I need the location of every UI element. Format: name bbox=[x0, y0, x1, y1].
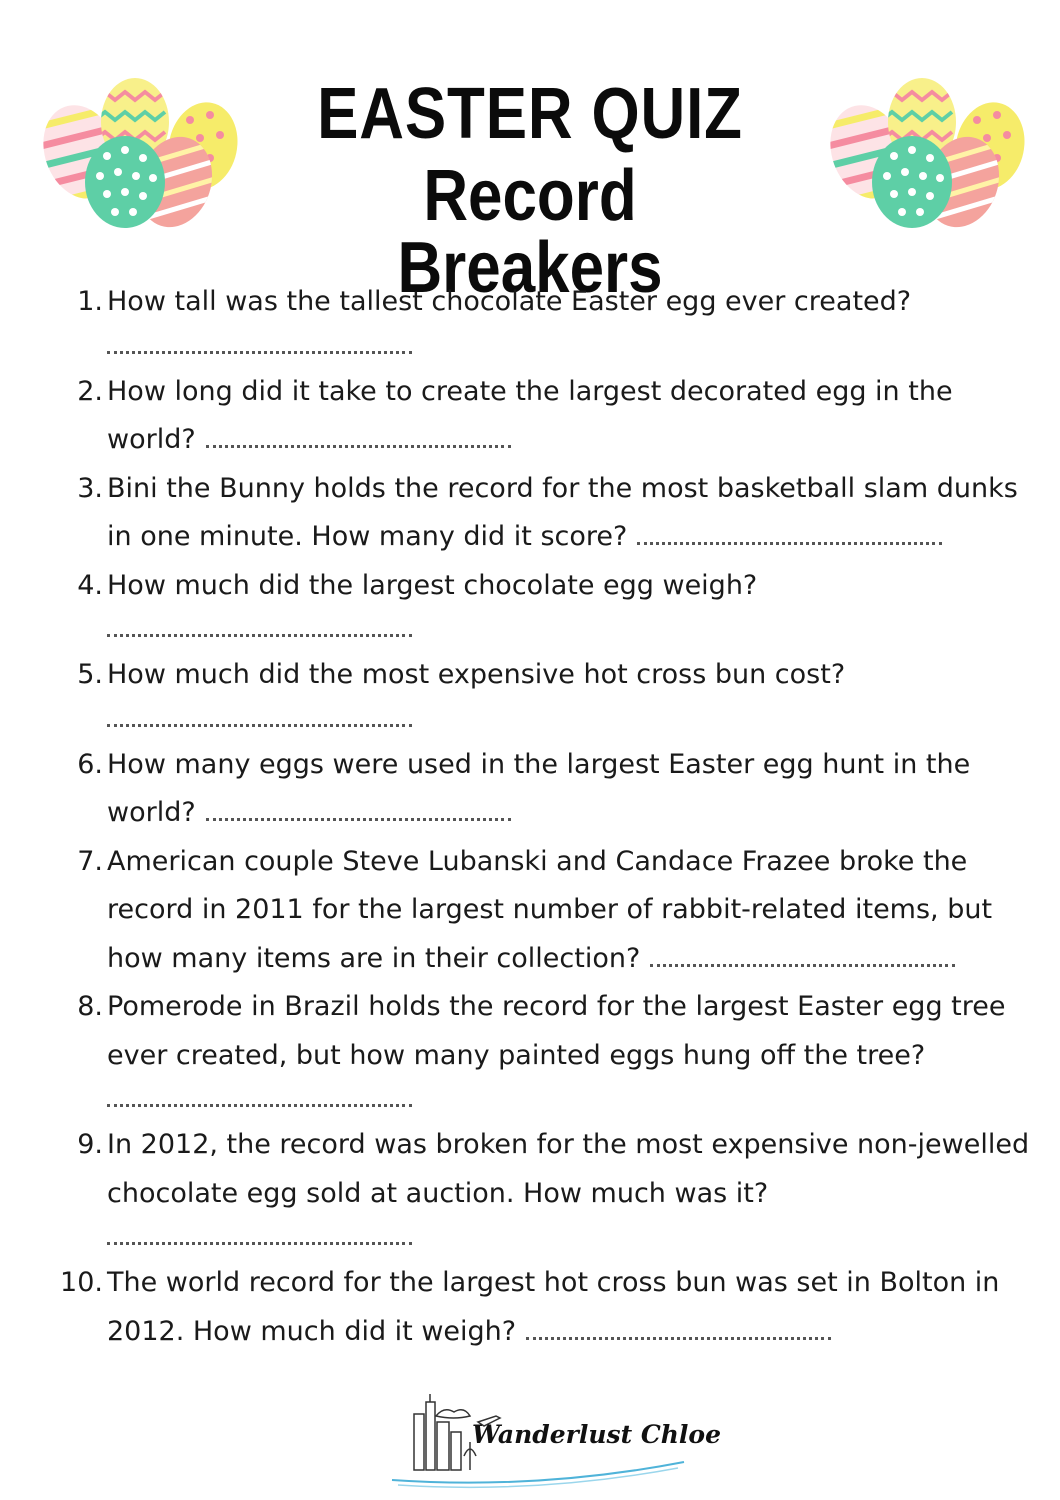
question-item bbox=[0, 368, 1060, 465]
question-text: How long did it take to create the largest decorated egg in the world? bbox=[107, 375, 953, 455]
page-title bbox=[289, 74, 771, 308]
question-number: 10. bbox=[60, 1267, 103, 1298]
question-number: 2. bbox=[77, 375, 103, 407]
question-item bbox=[0, 838, 1060, 984]
question-text: Pomerode in Brazil holds the record for the largest Easter egg tree ever created, but how many painted eggs hung off the tree? bbox=[107, 991, 1006, 1071]
answer-blank[interactable] bbox=[650, 954, 955, 967]
question-number: 7. bbox=[77, 845, 103, 877]
answer-blank[interactable] bbox=[206, 435, 511, 448]
question-number: 9. bbox=[77, 1129, 103, 1160]
logo-text: Wanderlust Chloe bbox=[472, 1420, 721, 1449]
answer-blank[interactable] bbox=[526, 1327, 831, 1340]
question-text: How tall was the tallest chocolate Easter egg ever created? bbox=[107, 286, 912, 317]
question-number: 6. bbox=[77, 748, 103, 780]
question-item bbox=[0, 278, 1060, 354]
wanderlust-chloe-logo bbox=[388, 1392, 721, 1492]
easter-eggs-left-illustration bbox=[25, 70, 245, 230]
answer-blank[interactable] bbox=[637, 532, 942, 545]
answer-blank[interactable] bbox=[206, 808, 511, 821]
question-text: The world record for the largest hot cross bun was set in Bolton in 2012. How much did it weigh? bbox=[107, 1267, 1000, 1347]
question-text: In 2012, the record was broken for the most expensive non-jewelled chocolate egg sold at auction. How much was it? bbox=[107, 1129, 1030, 1209]
question-number: 8. bbox=[77, 991, 103, 1022]
question-list bbox=[0, 278, 1060, 1356]
question-number: 5. bbox=[77, 659, 103, 690]
question-item bbox=[0, 651, 1060, 727]
answer-blank[interactable] bbox=[107, 700, 412, 727]
answer-blank[interactable] bbox=[107, 327, 412, 354]
answer-blank[interactable] bbox=[107, 1080, 412, 1107]
question-text: How many eggs were used in the largest Easter egg hunt in the world? bbox=[107, 748, 971, 828]
question-item bbox=[0, 983, 1060, 1107]
question-item bbox=[0, 562, 1060, 638]
question-number: 3. bbox=[77, 472, 103, 504]
question-text: American couple Steve Lubanski and Candace Frazee broke the record in 2011 for the largest number of rabbit-related items, but how many items are in their collection? bbox=[107, 845, 993, 974]
easter-eggs-right-illustration bbox=[812, 70, 1032, 230]
question-text: Bini the Bunny holds the record for the most basketball slam dunks in one minute. How many did it score? bbox=[107, 472, 1018, 552]
question-text: How much did the most expensive hot cross bun cost? bbox=[107, 659, 846, 690]
question-number: 1. bbox=[77, 286, 103, 317]
title-line-1: EASTER QUIZ bbox=[317, 74, 743, 154]
answer-blank[interactable] bbox=[107, 610, 412, 637]
answer-blank[interactable] bbox=[107, 1218, 412, 1245]
question-item bbox=[0, 465, 1060, 562]
question-item bbox=[0, 1121, 1060, 1245]
question-item bbox=[0, 1259, 1060, 1356]
question-number: 4. bbox=[77, 569, 103, 601]
question-item bbox=[0, 741, 1060, 838]
question-text: How much did the largest chocolate egg weigh? bbox=[107, 569, 758, 601]
title-line-2: Record Breakers bbox=[397, 156, 663, 308]
